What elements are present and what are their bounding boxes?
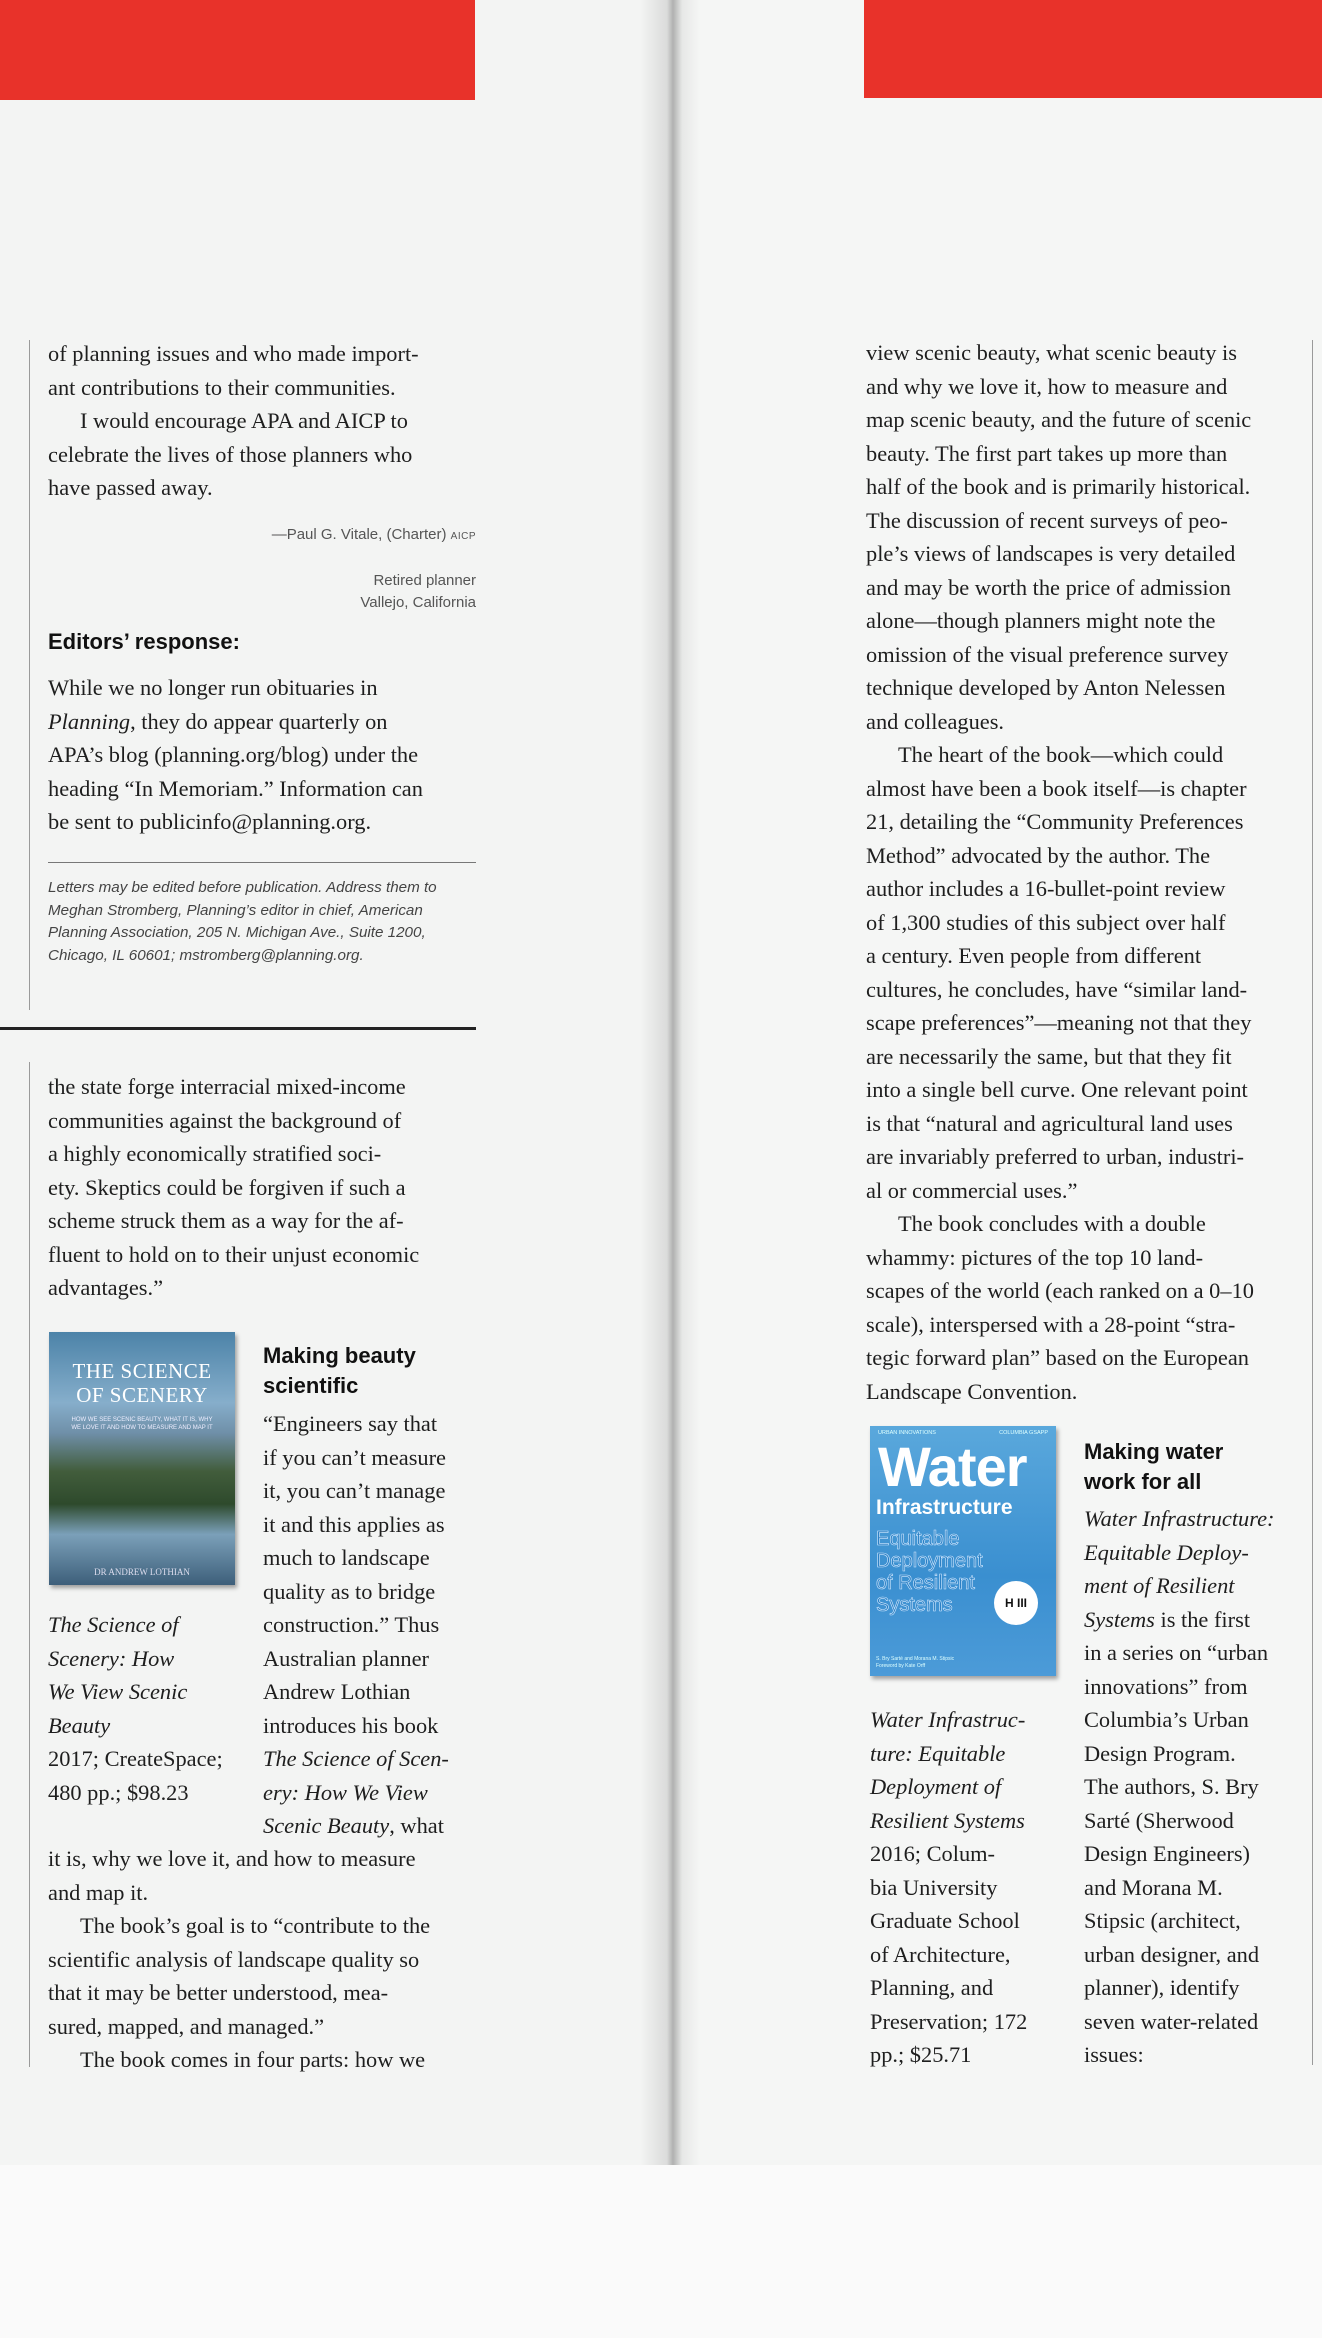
red-header-bar-left bbox=[0, 0, 475, 100]
right-line: beauty. The first part takes up more than bbox=[866, 440, 1228, 466]
right-line: al or commercial uses.” bbox=[866, 1177, 1078, 1203]
right-line: omission of the visual preference survey bbox=[866, 641, 1229, 667]
right-line: The heart of the book—which could bbox=[898, 742, 1224, 767]
previous-review-text bbox=[48, 1070, 480, 1305]
caption-line: Resilient Systems bbox=[870, 1807, 1025, 1833]
book-gutter-shadow bbox=[640, 0, 700, 2165]
right-line: map scenic beauty, and the future of scenic bbox=[866, 407, 1252, 432]
caption-line: Scenery: How bbox=[48, 1645, 175, 1671]
right-line: and colleagues. bbox=[866, 708, 1005, 734]
scenery-body-line: The book’s goal is to “contribute to the bbox=[80, 1913, 431, 1938]
prev-line: the state forge interracial mixed-income bbox=[48, 1074, 406, 1099]
cover-author: DR ANDREW LOTHIAN bbox=[94, 1567, 190, 1577]
scenery-side-line bbox=[263, 1809, 483, 1843]
caption-pub-line: Graduate School bbox=[870, 1908, 1020, 1933]
water-side-line: planner), identify bbox=[1084, 1975, 1240, 2000]
letter-line: celebrate the lives of those planners who bbox=[48, 441, 413, 467]
cover-authors: S. Bry Sarté and Morana M. Stipsic bbox=[876, 1656, 955, 1662]
right-line: cultures, he concludes, have “similar land- bbox=[866, 976, 1248, 1002]
cover-title-line-1: THE SCIENCE bbox=[72, 1359, 212, 1383]
scenery-caption bbox=[48, 1608, 258, 1809]
scenery-body-line: that it may be better understood, mea- bbox=[48, 1980, 389, 2005]
right-line: is that “natural and agricultural land uses bbox=[866, 1110, 1233, 1136]
caption-pub-line: of Architecture, bbox=[870, 1941, 1011, 1967]
editors-line: While we no longer run obituaries in bbox=[48, 675, 378, 700]
water-heading-line-1: Making water bbox=[1084, 1439, 1224, 1464]
note-line: Letters may be edited before publication. Address them to bbox=[48, 879, 437, 896]
left-column-rule-lower bbox=[29, 1062, 30, 2067]
right-line: and may be worth the price of admission bbox=[866, 574, 1231, 600]
right-line: are invariably preferred to urban, industri- bbox=[866, 1144, 1244, 1169]
caption-pub-line: 2017; CreateSpace; bbox=[48, 1746, 223, 1771]
scenery-side-line: construction.” Thus bbox=[263, 1612, 440, 1637]
scenery-side-line: The Science of Scen- bbox=[263, 1746, 449, 1771]
scan-background bbox=[0, 2165, 1322, 2338]
scenery-body-line: and map it. bbox=[48, 1879, 149, 1905]
water-side-line: Sarté (Sherwood bbox=[1084, 1807, 1234, 1833]
prev-line: advantages.” bbox=[48, 1275, 164, 1300]
letters-note bbox=[48, 877, 488, 967]
water-infrastructure-cover bbox=[870, 1426, 1056, 1676]
water-side-line: seven water-related bbox=[1084, 2008, 1259, 2034]
scenery-body-line: The book comes in four parts: how we bbox=[80, 2047, 426, 2072]
cover-subtitle-line-1: HOW WE SEE SCENIC BEAUTY, WHAT IT IS, WHY bbox=[71, 1417, 213, 1423]
water-side-line: ment of Resilient bbox=[1084, 1573, 1235, 1598]
cover-foreword: Foreword by Kate Orff bbox=[876, 1663, 926, 1669]
right-line: and why we love it, how to measure and bbox=[866, 373, 1228, 399]
right-line: view scenic beauty, what scenic beauty is bbox=[866, 340, 1237, 365]
letter-line: I would encourage APA and AICP to bbox=[80, 408, 408, 433]
water-side-line: Design Engineers) bbox=[1084, 1841, 1251, 1866]
editors-line: be sent to publicinfo@planning.org. bbox=[48, 809, 372, 834]
water-side-line: in a series on “urban bbox=[1084, 1640, 1269, 1665]
prev-line: scheme struck them as a way for the af- bbox=[48, 1208, 404, 1233]
cover-credits bbox=[876, 1656, 954, 1670]
cover-publisher: COLUMBIA GSAPP bbox=[999, 1430, 1048, 1436]
editors-line: APA’s blog (planning.org/blog) under the bbox=[48, 742, 419, 767]
scenery-body-line: it is, why we love it, and how to measure bbox=[48, 1846, 416, 1871]
right-line: 21, detailing the “Community Preferences bbox=[866, 809, 1244, 834]
note-line: Planning Association, 205 N. Michigan Ave., Suite 1200, bbox=[48, 924, 426, 941]
scenery-heading-line-2: scientific bbox=[263, 1373, 359, 1398]
scenery-heading-line-1: Making beauty bbox=[263, 1343, 416, 1368]
science-of-scenery-cover bbox=[49, 1332, 235, 1585]
editors-line-rest: , they do appear quarterly on bbox=[130, 708, 388, 734]
cover-badge: H III bbox=[994, 1581, 1038, 1625]
right-line: The discussion of recent surveys of peo- bbox=[866, 507, 1228, 533]
right-column-text bbox=[866, 336, 1308, 1408]
editors-response-body bbox=[48, 671, 480, 839]
right-line: scale), interspersed with a 28-point “stra- bbox=[866, 1311, 1236, 1337]
cover-title-line-2: OF SCENERY bbox=[76, 1383, 208, 1407]
scenery-review-side-text bbox=[263, 1407, 483, 1843]
cover-subtitle bbox=[61, 1416, 223, 1432]
water-side-line: The authors, S. Bry bbox=[1084, 1774, 1259, 1799]
editors-magazine-name: Planning bbox=[48, 708, 131, 734]
line-tail: , what bbox=[389, 1813, 444, 1838]
caption-pub-line: Planning, and bbox=[870, 1975, 994, 2000]
prev-line: ety. Skeptics could be forgiven if such a bbox=[48, 1174, 406, 1200]
line-tail: is the first bbox=[1154, 1606, 1251, 1632]
scenery-review-heading bbox=[263, 1341, 483, 1401]
caption-line: We View Scenic bbox=[48, 1679, 188, 1704]
book-title-fragment: Scenic Beauty bbox=[263, 1813, 390, 1838]
letter-body bbox=[48, 337, 480, 505]
cover-subtitle: Equitable Deployment of Resilient Systems bbox=[876, 1528, 983, 1616]
scenery-side-line: ery: How We View bbox=[263, 1779, 428, 1805]
scenery-review-body bbox=[48, 1842, 483, 2077]
letter-author-info bbox=[48, 570, 476, 614]
scenery-side-line: if you can’t measure bbox=[263, 1444, 446, 1470]
water-review-heading bbox=[1084, 1437, 1314, 1497]
right-line: Landscape Convention. bbox=[866, 1378, 1078, 1404]
scenery-side-line: much to landscape bbox=[263, 1545, 430, 1570]
water-side-line: innovations” from bbox=[1084, 1673, 1248, 1699]
red-header-bar-right bbox=[864, 0, 1322, 98]
right-line: half of the book and is primarily historical. bbox=[866, 474, 1251, 499]
right-line: author includes a 16-bullet-point review bbox=[866, 876, 1226, 901]
editors-line: heading “In Memoriam.” Information can bbox=[48, 775, 423, 801]
water-side-line: Equitable Deploy- bbox=[1084, 1539, 1249, 1565]
cover-series: URBAN INNOVATIONS bbox=[878, 1430, 936, 1436]
right-line: Method” advocated by the author. The bbox=[866, 842, 1211, 868]
right-line: technique developed by Anton Nelessen bbox=[866, 675, 1226, 700]
water-side-line: Water Infrastructure: bbox=[1084, 1506, 1275, 1531]
right-line: a century. Even people from different bbox=[866, 943, 1202, 968]
signature-name: —Paul G. Vitale, (Charter) bbox=[271, 526, 447, 543]
right-line: are necessarily the same, but that they fit bbox=[866, 1043, 1232, 1069]
note-line: Chicago, IL 60601; mstromberg@planning.org. bbox=[48, 946, 364, 964]
book-title-fragment: Systems bbox=[1084, 1606, 1155, 1632]
scenery-side-line: it, you can’t manage bbox=[263, 1478, 446, 1503]
water-side-line: and Morana M. bbox=[1084, 1874, 1223, 1900]
right-line: alone—though planners might note the bbox=[866, 608, 1216, 633]
editors-line bbox=[48, 705, 480, 739]
right-line: ple’s views of landscapes is very detailed bbox=[866, 541, 1236, 566]
water-side-line bbox=[1084, 1603, 1316, 1637]
caption-line: Water Infrastruc- bbox=[870, 1707, 1026, 1732]
scenery-side-line: quality as to bridge bbox=[263, 1578, 436, 1604]
caption-pub-line: pp.; $25.71 bbox=[870, 2042, 972, 2067]
editors-response-heading: Editors’ response: bbox=[48, 629, 240, 654]
prev-line: communities against the background of bbox=[48, 1107, 402, 1133]
cover-title-line-2: Infrastructure bbox=[876, 1496, 1013, 1519]
scenery-side-line: Australian planner bbox=[263, 1645, 430, 1671]
right-line: scape preferences”—meaning not that they bbox=[866, 1010, 1252, 1035]
water-caption bbox=[870, 1703, 1075, 2072]
water-side-line: Columbia’s Urban bbox=[1084, 1707, 1249, 1732]
right-line: almost have been a book itself—is chapter bbox=[866, 775, 1247, 801]
caption-pub-line: 480 pp.; $98.23 bbox=[48, 1779, 189, 1805]
author-location: Vallejo, California bbox=[360, 594, 476, 611]
section-divider bbox=[0, 1027, 476, 1030]
scenery-side-line: “Engineers say that bbox=[263, 1411, 438, 1436]
water-review-side-text bbox=[1084, 1502, 1316, 2072]
water-side-line: urban designer, and bbox=[1084, 1941, 1260, 1967]
water-side-line: Design Program. bbox=[1084, 1740, 1236, 1766]
caption-pub-line: 2016; Colum- bbox=[870, 1841, 996, 1866]
caption-pub-line: bia University bbox=[870, 1874, 998, 1900]
caption-line: ture: Equitable bbox=[870, 1740, 1006, 1766]
prev-line: fluent to hold on to their unjust economic bbox=[48, 1241, 420, 1267]
caption-line: Deployment of bbox=[870, 1774, 1002, 1799]
right-line: tegic forward plan” based on the European bbox=[866, 1345, 1249, 1370]
letter-line: have passed away. bbox=[48, 475, 213, 500]
scenery-side-line: introduces his book bbox=[263, 1712, 439, 1738]
cover-title-line-1: Water bbox=[878, 1435, 1027, 1498]
caption-line: Beauty bbox=[48, 1712, 111, 1738]
left-column-rule-upper bbox=[29, 340, 30, 1010]
author-title: Retired planner bbox=[373, 572, 476, 589]
letter-line: ant contributions to their communities. bbox=[48, 374, 396, 400]
right-line: scapes of the world (each ranked on a 0–10 bbox=[866, 1278, 1254, 1303]
cover-title bbox=[49, 1359, 235, 1407]
caption-pub-line: Preservation; 172 bbox=[870, 2008, 1028, 2034]
right-line: whammy: pictures of the top 10 land- bbox=[866, 1244, 1204, 1270]
letter-line: of planning issues and who made import- bbox=[48, 341, 419, 366]
water-heading-line-2: work for all bbox=[1084, 1469, 1202, 1494]
scenery-body-line: scientific analysis of landscape quality so bbox=[48, 1946, 420, 1972]
scenery-side-line: it and this applies as bbox=[263, 1511, 445, 1537]
water-side-line: Stipsic (architect, bbox=[1084, 1908, 1241, 1933]
water-side-line: issues: bbox=[1084, 2042, 1144, 2067]
letter-signature bbox=[48, 524, 476, 548]
signature-suffix: AICP bbox=[450, 531, 476, 542]
right-line: of 1,300 studies of this subject over half bbox=[866, 909, 1226, 935]
right-line: The book concludes with a double bbox=[898, 1211, 1206, 1236]
scenery-body-line: sured, mapped, and managed.” bbox=[48, 2013, 325, 2039]
prev-line: a highly economically stratified soci- bbox=[48, 1141, 382, 1166]
note-divider bbox=[48, 862, 476, 863]
scenery-side-line: Andrew Lothian bbox=[263, 1679, 411, 1704]
caption-line: The Science of bbox=[48, 1612, 179, 1637]
cover-subtitle-line-2: WE LOVE IT AND HOW TO MEASURE AND MAP IT bbox=[71, 1425, 213, 1431]
right-line: into a single bell curve. One relevant point bbox=[866, 1077, 1248, 1102]
note-line: Meghan Stromberg, Planning’s editor in chief, American bbox=[48, 901, 423, 919]
